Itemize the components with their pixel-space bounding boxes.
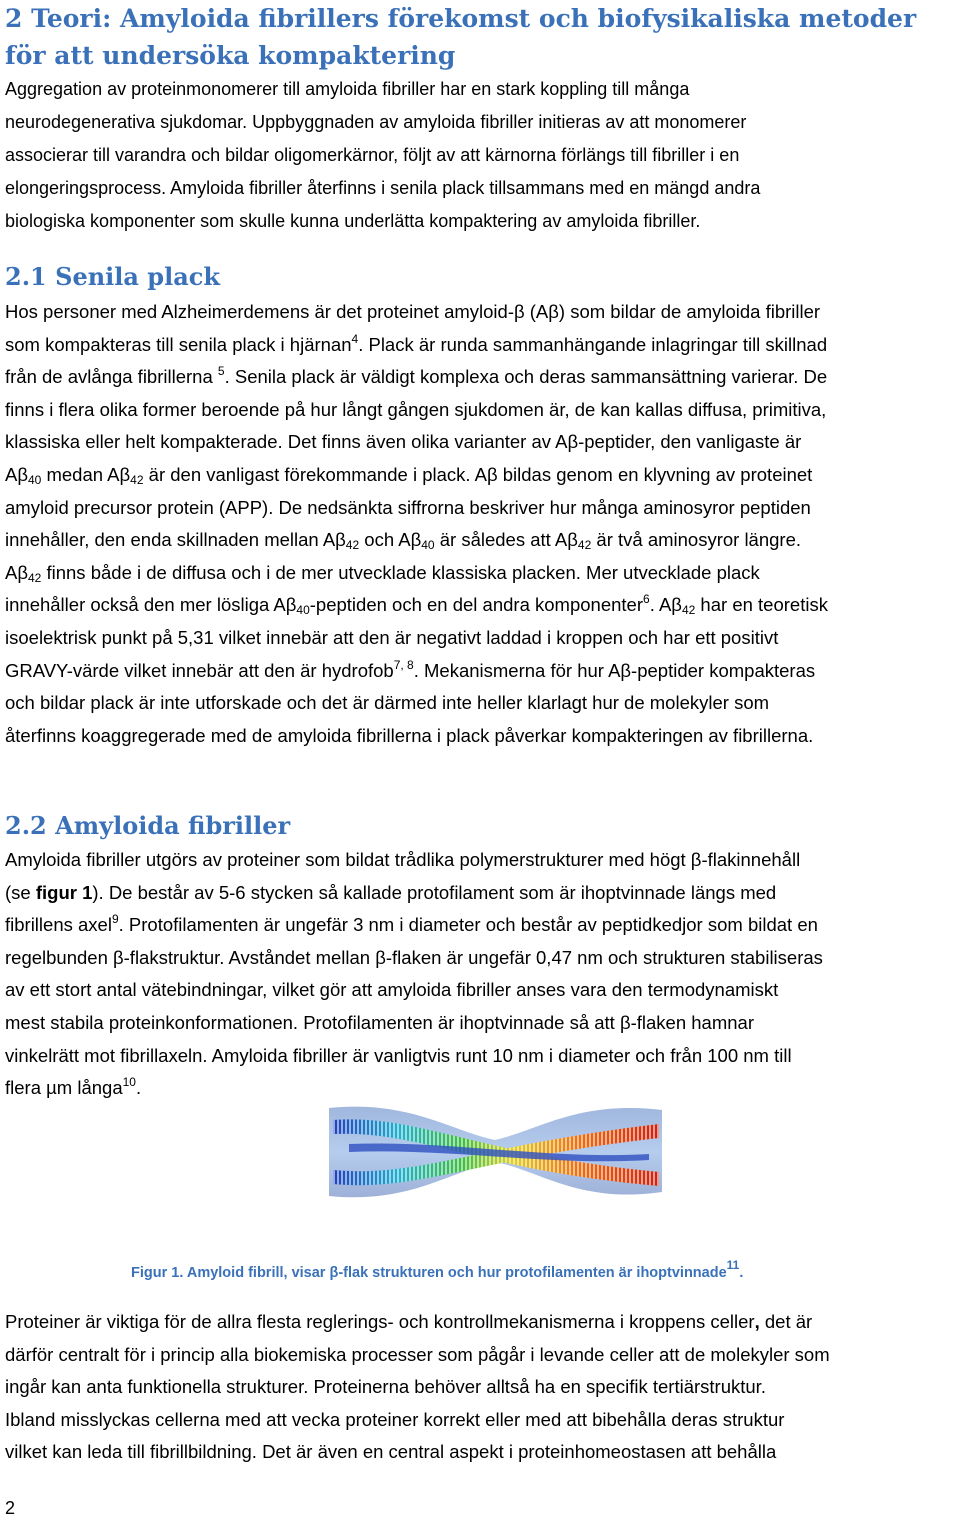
intro-line: biologiska komponenter som skulle kunna underlätta kompaktering av amyloida fibriller. [5, 211, 701, 231]
text-line: av ett stort antal vätebindningar, vilket gör att amyloida fibriller anses vara den termodynamiskt [5, 979, 779, 1001]
text-line: GRAVY-värde vilket innebär att den är hydrofob$^{7, 8}$. Mekanismerna för hur Aβ-peptider kompakteras [5, 657, 816, 681]
text-line: $A\beta_{42}$ finns både i de diffusa och i de mer utvecklade klassiska placken. Mer utvecklade plack [5, 561, 760, 585]
text-line: återfinns koaggregerade med de amyloida fibrillerna i plack påverkar kompakteringen av fibrillerna. [5, 724, 814, 746]
text-line: därför centralt för i princip alla biokemiska processer som pågår i levande celler att de molekyler som [5, 1343, 830, 1365]
text-line: amyloid precursor protein (APP). De nedsänkta siffrorna beskriver hur många aminosyror peptiden [5, 496, 811, 518]
text-line: vinkelrätt mot fibrillaxeln. Amyloida fibriller är vanligtvis runt 10 nm i diameter och från 100 nm till [5, 1044, 792, 1066]
intro-line: neurodegenerativa sjukdomar. Uppbyggnaden av amyloida fibriller initieras av att monomerer [5, 112, 747, 132]
text-line: ingår kan anta funktionella strukturer. Proteinerna behöver alltså ha en specifik tertiärstruktur. [5, 1376, 766, 1398]
text-line: och bildar plack är inte utforskade och det är därmed inte heller klarlagt hur de molekyler som [5, 692, 770, 714]
amyloid-fibril-figure [329, 1100, 662, 1204]
intro-paragraph [5, 73, 960, 238]
senila-plack-paragraph [5, 296, 960, 752]
citation: 10 [122, 1075, 136, 1090]
intro-line: elongeringsprocess. Amyloida fibriller återfinns i senila plack tillsammans med en mängd andra [5, 178, 761, 198]
text-line: som kompakteras till senila plack i hjärnan$^4$. Plack är runda sammanhängande inlagringar till skillnad [5, 331, 828, 355]
intro-line: Aggregation av proteinmonomerer till amyloida fibriller har en stark koppling till många [5, 79, 690, 99]
closing-paragraph [5, 1306, 960, 1469]
section-heading-amyloida-fibriller: 2.2 Amyloida fibriller [5, 811, 291, 840]
text-line: mest stabila proteinkonformationen. Protofilamenten är ihoptvinnade så att β-flaken hamnar [5, 1011, 754, 1033]
citation: 4 [351, 331, 359, 346]
section-heading-senila-plack: 2.1 Senila plack [5, 262, 220, 291]
text-line: Ibland misslyckas cellerna med att vecka proteiner korrekt eller med att bibehålla deras struktur [5, 1408, 785, 1430]
citation: 7, 8 [393, 657, 414, 672]
figure-reference: figur 1 [35, 881, 93, 903]
text-line: klassiska eller helt kompakterade. Det finns även olika varianter av Aβ-peptider, den vanligaste är [5, 431, 802, 453]
text-line: innehåller, den enda skillnaden mellan $A\beta_{42}$ och $A\beta_{40}$ är således att $A\beta_{42}$ är två aminosyror längre. [5, 529, 802, 553]
text-line: regelbunden β-flakstruktur. Avståndet mellan β-flaken är ungefär 0,47 nm och strukturen stabiliseras [5, 946, 823, 968]
fibril-illustration [329, 1100, 662, 1204]
citation: 11 [726, 1258, 740, 1272]
text-line: innehåller också den mer lösliga $A\beta_{40}$-peptiden och en del andra komponenter$^6$. $A\beta_{42}$ har en teoretisk [5, 592, 828, 618]
text-line: Proteiner är viktiga för de allra flesta reglerings- och kontrollmekanismerna i kroppens celler, det är [5, 1311, 813, 1332]
intro-line: associerar till varandra och bildar oligomerkärnor, följt av att kärnorna förlängs till fibriller i en [5, 145, 740, 165]
amyloida-fibriller-paragraph [5, 844, 960, 1105]
citation: 5 [217, 364, 225, 379]
text-line: $A\beta_{40}$ medan $A\beta_{42}$ är den vanligast förekommande i plack. Aβ bildas genom en klyvning av proteinet [5, 463, 813, 487]
chapter-heading: 2 Teori: Amyloida fibrillers förekomst och biofysikaliska metoder för att undersöka kompaktering [5, 4, 917, 70]
figure-caption: Figur 1. Amyloid fibrill, visar β-flak strukturen och hur protofilamenten är ihoptvinnade$^{11}$. [131, 1258, 744, 1281]
text-line: fibrillens axel$^9$. Protofilamenten är ungefär 3 nm i diameter och består av peptidkedjor som bildat en [5, 912, 818, 936]
text-line: Amyloida fibriller utgörs av proteiner som bildat trådlika polymerstrukturer med högt β-flakinnehåll [5, 849, 801, 870]
text-line: flera µm långa$^{10}$. [5, 1075, 142, 1099]
text-line: finns i flera olika former beroende på hur långt gången sjukdomen är, de kan kallas diffusa, primitiva, [5, 398, 827, 420]
citation: 9 [111, 912, 119, 927]
text-line: från de avlånga fibrillerna $^5$. Senila plack är väldigt komplexa och deras sammansättning varierar. De [5, 364, 828, 388]
text-line: (se figur 1). De består av 5-6 stycken så kallade protofilament som är ihoptvinnade längs med [5, 881, 777, 903]
text-line: isoelektrisk punkt på 5,31 vilket innebär att den är negativt laddad i kroppen och har ett positivt [5, 626, 779, 648]
text-line: vilket kan leda till fibrillbildning. Det är även en central aspekt i proteinhomeostasen att behålla [5, 1441, 777, 1463]
text-line: Hos personer med Alzheimerdemens är det proteinet amyloid-β (Aβ) som bildar de amyloida fibriller [5, 301, 821, 322]
citation: 6 [643, 592, 650, 607]
page-number: 2 [5, 1498, 16, 1518]
